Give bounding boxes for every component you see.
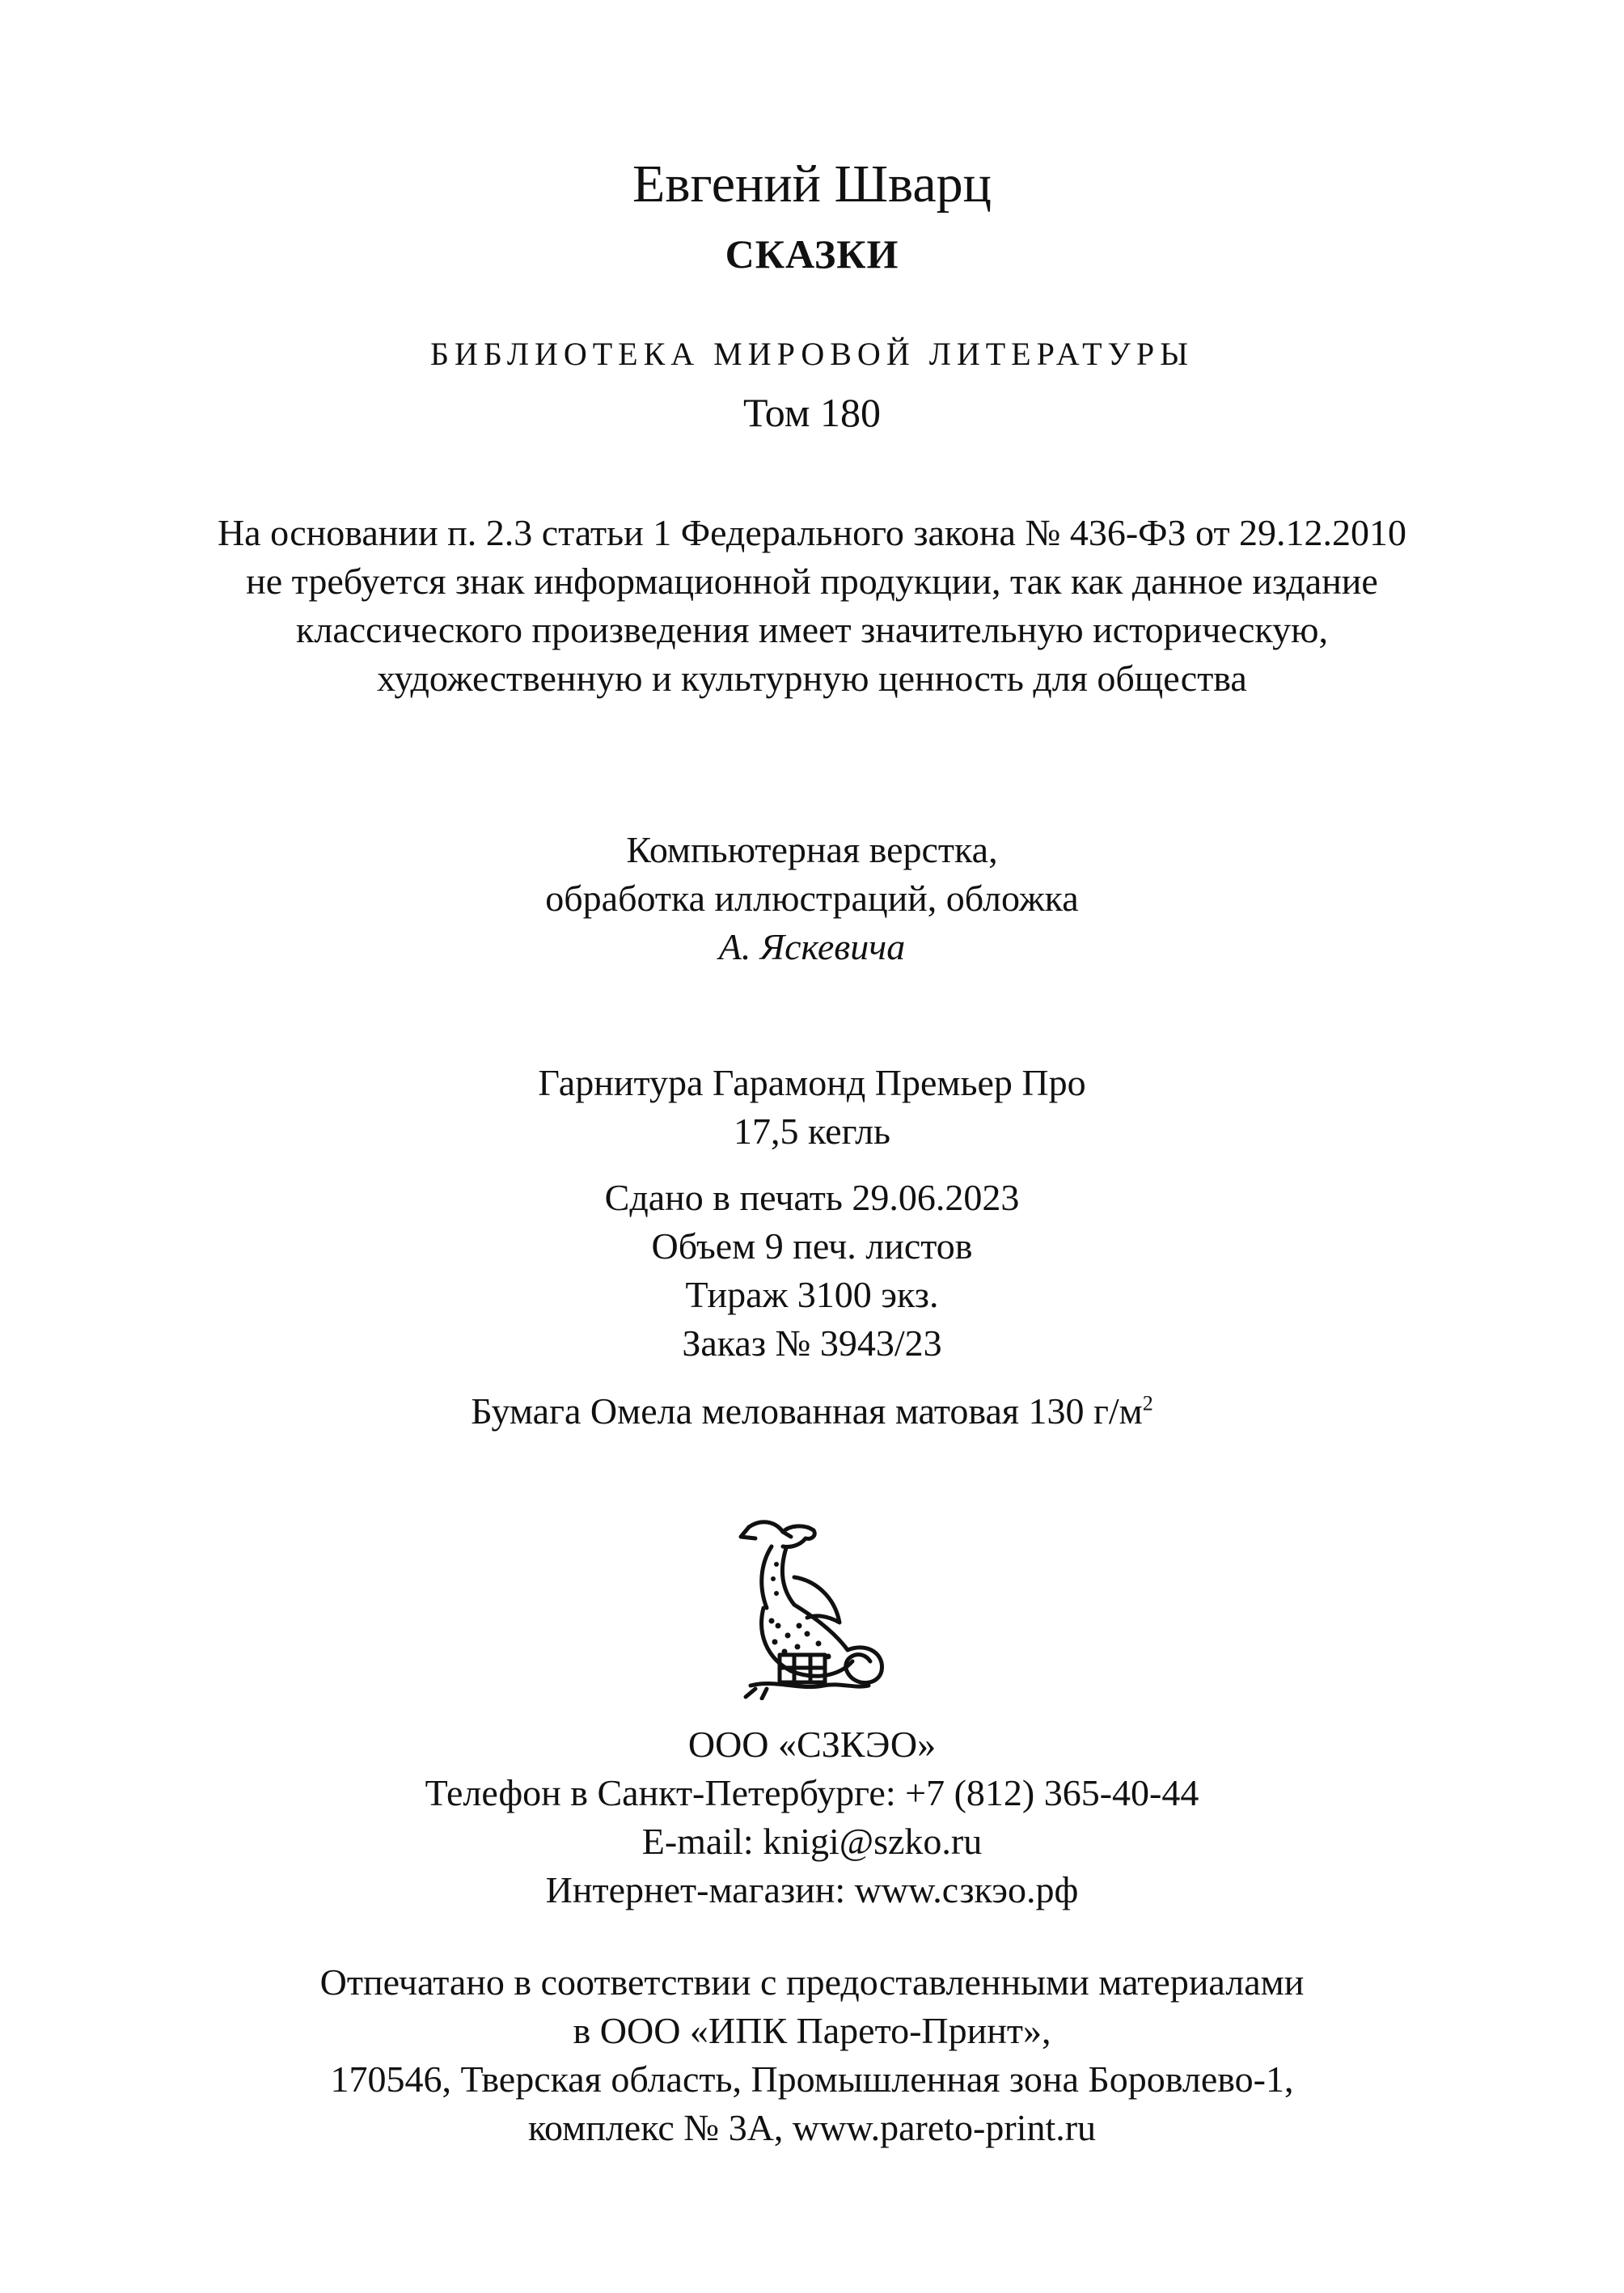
type-size-info: 17,5 кегль	[733, 1111, 891, 1152]
paper-superscript: 2	[1142, 1391, 1153, 1415]
printer-line: 170546, Тверская область, Промышленная зона Боровлево-1,	[330, 2058, 1294, 2100]
print-date: Сдано в печать 29.06.2023	[604, 1177, 1020, 1218]
credits-line: обработка иллюстраций, обложка	[545, 878, 1079, 919]
legal-notice-line: художественную и культурную ценность для общества	[377, 658, 1247, 699]
order-number: Заказ № 3943/23	[682, 1322, 942, 1364]
typeface-info: Гарнитура Гарамонд Премьер Про	[538, 1062, 1086, 1103]
legal-notice-line: На основании п. 2.3 статьи 1 Федерального закона № 436-ФЗ от 29.12.2010	[217, 512, 1407, 553]
paper-text: Бумага Омела мелованная матовая 130 г/м	[471, 1390, 1143, 1432]
legal-notice-line: не требуется знак информационной продукции, так как данное издание	[246, 561, 1378, 602]
series-name: БИБЛИОТЕКА МИРОВОЙ ЛИТЕРАТУРЫ	[430, 336, 1194, 372]
print-volume: Объем 9 печ. листов	[651, 1225, 973, 1267]
griffin-emblem-icon	[726, 1512, 896, 1700]
volume-number: Том 180	[743, 390, 881, 435]
publisher-email: E-mail: knigi@szko.ru	[641, 1821, 983, 1862]
publisher-shop: Интернет-магазин: www.сзкэо.рф	[545, 1869, 1079, 1910]
print-run: Тираж 3100 экз.	[685, 1274, 939, 1315]
credits-name: А. Яскевича	[718, 926, 906, 967]
book-title: СКАЗКИ	[725, 231, 899, 277]
paper-info	[0, 1388, 1624, 1435]
legal-notice-line: классического произведения имеет значительную историческую,	[296, 609, 1328, 650]
publisher-name: ООО «СЗКЭО»	[687, 1724, 937, 1765]
printer-line: в ООО «ИПК Парето-Принт»,	[573, 2010, 1051, 2051]
printer-line: комплекс № 3А, www.pareto-print.ru	[527, 2107, 1097, 2148]
credits-line: Компьютерная верстка,	[626, 829, 998, 870]
book-author: Евгений Шварц	[632, 154, 992, 214]
publisher-phone: Телефон в Санкт-Петербурге: +7 (812) 365-40-44	[425, 1772, 1199, 1813]
printer-line: Отпечатано в соответствии с предоставленными материалами	[319, 1961, 1305, 2003]
